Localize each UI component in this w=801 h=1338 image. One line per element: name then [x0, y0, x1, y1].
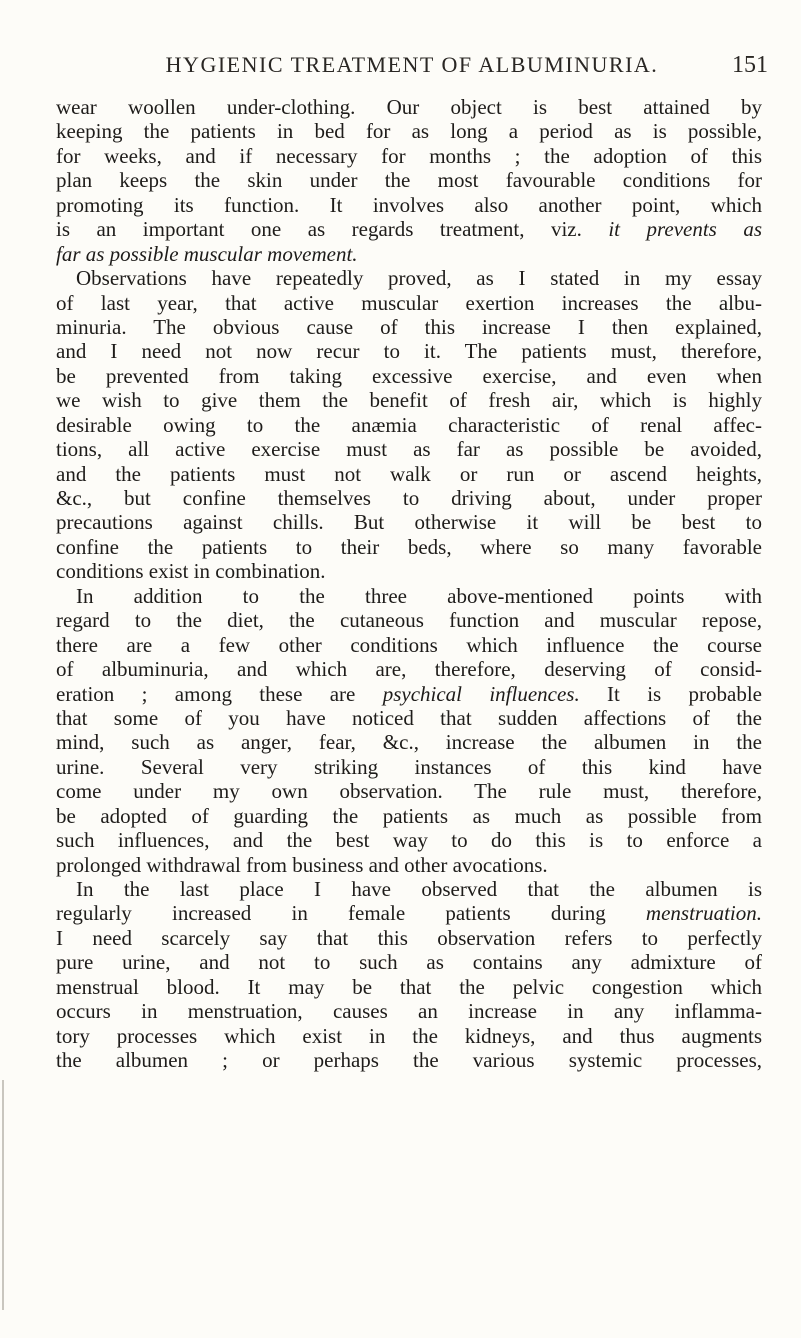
text-line: [56, 168, 762, 192]
text-run: In addition to the three above-mentioned points with: [76, 583, 762, 608]
text-line: [56, 388, 762, 412]
text-run: regularly increased in female patients during: [56, 901, 646, 926]
text-line: [56, 1048, 762, 1072]
text-line: [56, 462, 762, 486]
text-line: [56, 193, 762, 217]
text-run: come under my own observation. The rule must, therefore,: [56, 779, 762, 804]
text-line: [56, 828, 762, 852]
text-run: keeping the patients in bed for as long a period as is possible,: [56, 119, 762, 144]
text-run: tions, all active exercise must as far as possible be avoided,: [56, 437, 762, 462]
text-run: pure urine, and not to such as contains any admixture of: [56, 950, 762, 975]
text-line: [56, 682, 762, 706]
text-run: is an important one as regards treatment, viz.: [56, 217, 609, 242]
text-line: [56, 584, 762, 608]
text-run: urine. Several very striking instances of this kind have: [56, 754, 762, 779]
text-line: [56, 633, 762, 657]
text-line: [56, 877, 762, 901]
italic-text-run: it prevents as: [608, 217, 762, 242]
page-edge-shadow: [2, 1080, 4, 1310]
text-run: desirable owing to the anæmia characteristic of renal affec-: [56, 412, 762, 437]
text-run: promoting its function. It involves also another point, which: [56, 192, 762, 217]
text-run: be prevented from taking excessive exercise, and even when: [56, 363, 762, 388]
text-line: [56, 804, 762, 828]
text-run: minuria. The obvious cause of this increase I then explained,: [56, 314, 762, 339]
text-run: such influences, and the best way to do this is to enforce a: [56, 828, 762, 853]
italic-text-run: far as possible muscular movement.: [56, 241, 358, 266]
text-line: [56, 217, 762, 241]
text-run: conditions exist in combination.: [56, 559, 326, 584]
text-run: and the patients must not walk or run or ascend heights,: [56, 461, 762, 486]
text-line: [56, 535, 762, 559]
text-run: regard to the diet, the cutaneous function and muscular repose,: [56, 608, 762, 633]
text-line: [56, 608, 762, 632]
page-header: [56, 52, 768, 84]
text-line: [56, 975, 762, 999]
text-line: [56, 755, 762, 779]
text-run: for weeks, and if necessary for months ; the adoption of this: [56, 143, 762, 168]
text-line: [56, 1024, 762, 1048]
text-line: [56, 853, 762, 877]
text-line: [56, 559, 762, 583]
body-text: [56, 95, 762, 1073]
text-line: [56, 901, 762, 925]
text-line: [56, 291, 762, 315]
text-line: [56, 779, 762, 803]
italic-text-run: psychical influences.: [382, 681, 580, 706]
text-run: the albumen ; or perhaps the various systemic processes,: [56, 1048, 762, 1073]
text-run: there are a few other conditions which influence the course: [56, 632, 762, 657]
running-title: HYGIENIC TREATMENT OF ALBUMINURIA.: [165, 52, 659, 77]
text-run: we wish to give them the benefit of fresh air, which is highly: [56, 388, 762, 413]
text-run: &c., but confine themselves to driving about, under proper: [56, 486, 762, 510]
text-line: [56, 730, 762, 754]
text-line: [56, 315, 762, 339]
text-run: tory processes which exist in the kidneys, and thus augments: [56, 1023, 762, 1048]
text-run: precautions against chills. But otherwise it will be best to: [56, 510, 762, 535]
text-line: [56, 926, 762, 950]
text-line: [56, 242, 762, 266]
text-line: [56, 950, 762, 974]
text-line: [56, 510, 762, 534]
text-line: [56, 437, 762, 461]
text-line: [56, 706, 762, 730]
text-run: prolonged withdrawal from business and other avocations.: [56, 852, 548, 877]
text-line: [56, 999, 762, 1023]
text-run: It is probable: [579, 681, 762, 706]
text-run: wear woollen under-clothing. Our object is best attained by: [56, 95, 762, 119]
text-run: of last year, that active muscular exertion increases the albu-: [56, 290, 762, 315]
text-run: eration ; among these are: [56, 681, 383, 706]
text-line: [56, 486, 762, 510]
text-run: mind, such as anger, fear, &c., increase the albumen in the: [56, 730, 762, 755]
text-run: In the last place I have observed that the albumen is: [76, 877, 762, 901]
text-run: and I need not now recur to it. The patients must, therefore,: [56, 339, 762, 364]
text-run: plan keeps the skin under the most favourable conditions for: [56, 168, 762, 193]
text-line: [56, 364, 762, 388]
text-line: [56, 266, 762, 290]
text-line: [56, 413, 762, 437]
italic-text-run: menstruation.: [645, 901, 762, 926]
text-run: I need scarcely say that this observation refers to perfectly: [56, 925, 762, 950]
text-run: Observations have repeatedly proved, as I stated in my essay: [76, 266, 762, 291]
text-run: menstrual blood. It may be that the pelvic congestion which: [56, 974, 762, 999]
text-line: [56, 339, 762, 363]
text-line: [56, 657, 762, 681]
page-number: 151: [732, 52, 768, 78]
text-run: occurs in menstruation, causes an increase in any inflamma-: [56, 999, 762, 1024]
text-line: [56, 95, 762, 119]
text-line: [56, 144, 762, 168]
text-run: that some of you have noticed that sudden affections of the: [56, 705, 762, 730]
text-run: be adopted of guarding the patients as much as possible from: [56, 803, 762, 828]
text-run: confine the patients to their beds, where so many favorable: [56, 534, 762, 559]
text-run: of albuminuria, and which are, therefore, deserving of consid-: [56, 657, 762, 682]
text-line: [56, 119, 762, 143]
